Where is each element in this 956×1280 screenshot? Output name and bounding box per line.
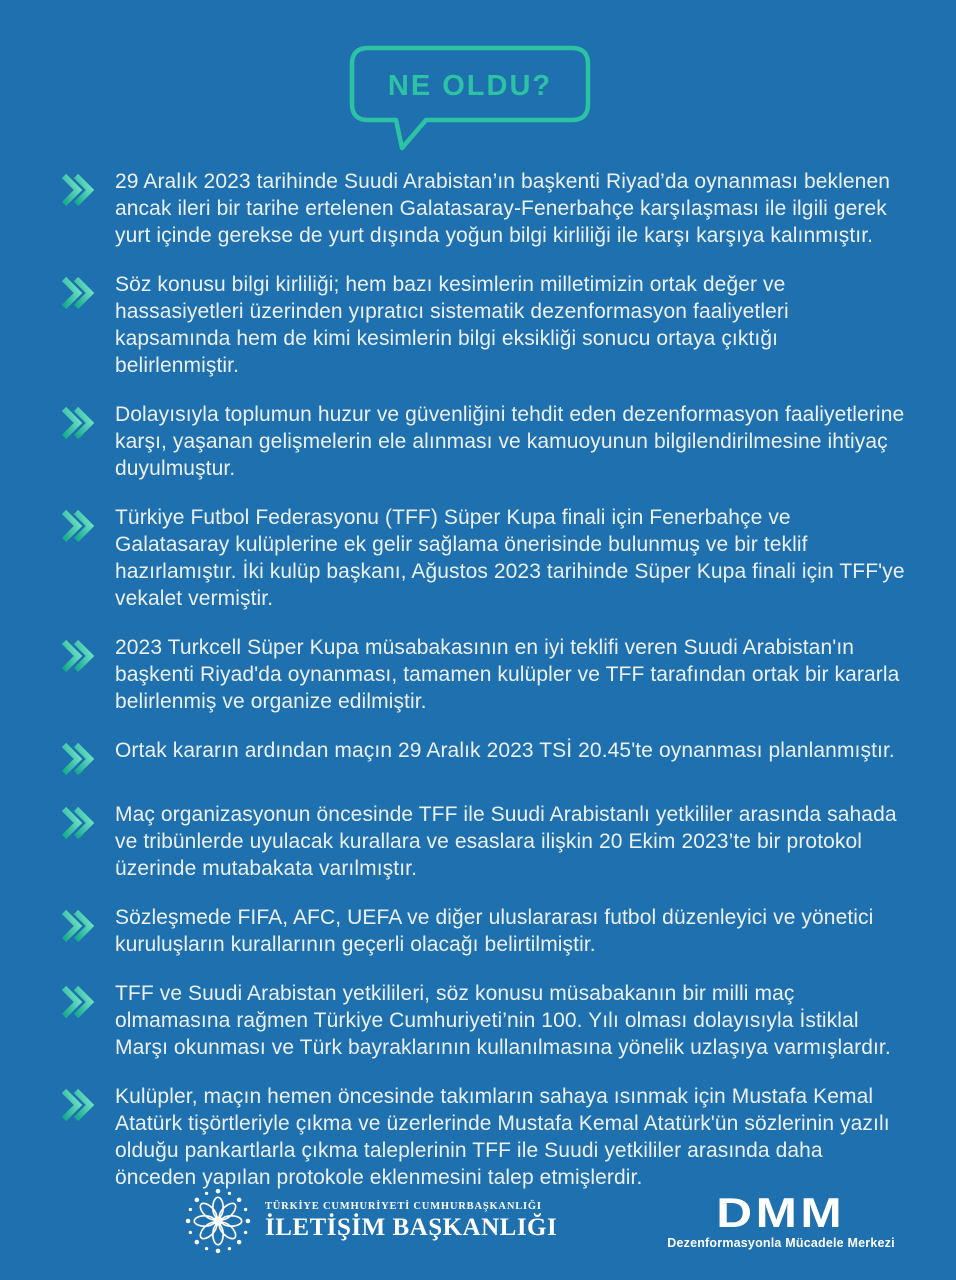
bullet-text: Ortak kararın ardından maçın 29 Aralık 2023 TSİ 20.45'te oynanması planlanmıştır. <box>115 739 895 762</box>
bullet-list <box>0 168 956 1191</box>
bullet-item <box>0 504 956 612</box>
bullet-text: Türkiye Futbol Federasyonu (TFF) Süper Kupa finali için Fenerbahçe ve Galatasaray kulüplerine ek gelir sağlama önerisinde bulunmuş ve bir teklif hazırlamıştır. İki kulüp başkanı, Ağustos 2023 tarihinde Süper Kupa finali için TFF'ye vekalet vermiştir. <box>115 506 905 610</box>
bullet-text: Kulüpler, maçın hemen öncesinde takımların sahaya ısınmak için Mustafa Kemal Atatürk tişörtleriyle çıkma ve üzerlerinde Mustafa Kemal Atatürk'ün sözlerinin yazılı olduğu pankartlarla çıkma taleplerinin TFF ile Suudi yetkililer arasında daha önceden yapılan protokole eklenmesini talep etmişlerdir. <box>115 1085 890 1189</box>
bullet-text: Söz konusu bilgi kirliliği; hem bazı kesimlerin milletimizin ortak değer ve hassasiyetleri üzerinden yıpratıcı sistematik dezenformasyon faaliyetleri kapsamında hem de kimi kesimlerin bilgi eksikliği sonucu ortaya çıktığı belirlenmiştir. <box>115 273 789 377</box>
page-title: NE OLDU? <box>387 69 553 102</box>
gov-logo-line2: İLETİŞİM BAŞKANLIĞI <box>265 1213 558 1241</box>
gov-logo-line1: TÜRKİYE CUMHURİYETİ CUMHURBAŞKANLIĞI <box>265 1200 542 1212</box>
double-chevron-icon <box>60 506 94 546</box>
double-chevron-icon <box>60 636 94 676</box>
double-chevron-icon <box>60 273 94 313</box>
bullet-item <box>0 634 956 715</box>
bullet-item <box>0 904 956 958</box>
footer <box>0 1178 956 1264</box>
gov-logo-text <box>265 1201 557 1242</box>
speech-bubble <box>344 44 596 154</box>
presidency-emblem-icon <box>185 1188 251 1254</box>
bullet-text: 2023 Turkcell Süper Kupa müsabakasının en iyi teklifi veren Suudi Arabistan'ın başkenti Riyad'da oynanması, tamamen kulüpler ve TFF tarafından ortak bir kararla belirlenmiş ve organize edilmiştir. <box>115 636 900 713</box>
bullet-text: 29 Aralık 2023 tarihinde Suudi Arabistan’ın başkenti Riyad’da oynanması beklenen ancak ileri bir tarihe ertelenen Galatasaray-Fenerbahçe karşılaşması ile ilgili gerek yurt içinde gerekse de yurt dışında yoğun bilgi kirliliği ile karşı karşıya kalınmıştır. <box>115 170 891 247</box>
bullet-item <box>0 1083 956 1191</box>
bullet-text: Dolayısıyla toplumun huzur ve güvenliğini tehdit eden dezenformasyon faaliyetlerine karşı, yaşanan gelişmelerin ele alınması ve kamuoyunun bilgilendirilmesine ihtiyaç duyulmuştur. <box>115 403 905 480</box>
double-chevron-icon <box>60 170 94 210</box>
bullet-item <box>0 271 956 379</box>
bullet-text: TFF ve Suudi Arabistan yetkilileri, söz konusu müsabakanın bir milli maç olmamasına rağmen Türkiye Cumhuriyeti’nin 100. Yılı olması dolayısıyla İstiklal Marşı okunması ve Türk bayraklarının kullanılmasına yönelik uzlaşıya varmışlardır. <box>115 982 891 1059</box>
bullet-item <box>0 980 956 1061</box>
bullet-text: Sözleşmede FIFA, AFC, UEFA ve diğer uluslararası futbol düzenleyici ve yönetici kuruluşların kurallarının geçerli olacağı belirtilmiştir. <box>115 906 874 956</box>
bullet-item <box>0 401 956 482</box>
double-chevron-icon <box>60 982 94 1022</box>
dmm-subtitle: Dezenformasyonla Mücadele Merkezi <box>667 1235 895 1250</box>
bullet-item <box>0 737 956 779</box>
bullet-item <box>0 801 956 882</box>
bullet-item <box>0 168 956 249</box>
double-chevron-icon <box>60 1085 94 1125</box>
bullet-text: Maç organizasyonun öncesinde TFF ile Suudi Arabistanlı yetkililer arasında sahada ve tribünlerde uyulacak kurallara ve esaslara ilişkin 20 Ekim 2023’te bir protokol üzerinde mutabakata varılmıştır. <box>115 803 897 880</box>
double-chevron-icon <box>60 739 94 779</box>
double-chevron-icon <box>60 906 94 946</box>
double-chevron-icon <box>60 803 94 843</box>
gov-communications-logo <box>185 1188 557 1254</box>
dmm-logo <box>667 1188 895 1250</box>
double-chevron-icon <box>60 403 94 443</box>
dmm-acronym: DMM <box>716 1188 846 1236</box>
